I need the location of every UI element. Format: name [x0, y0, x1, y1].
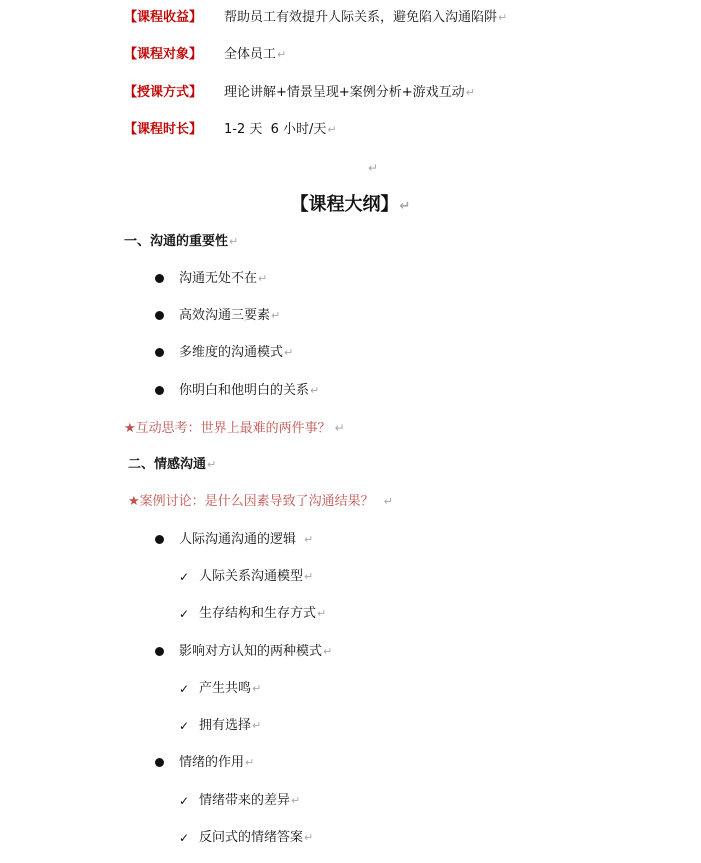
bullet-icon [155, 311, 164, 320]
check-icon: ✓ [179, 570, 190, 584]
paragraph-mark-icon: ↵ [284, 346, 294, 359]
paragraph-mark-icon: ↵ [291, 794, 301, 807]
paragraph-mark-icon: ↵ [310, 384, 320, 397]
check-icon: ✓ [179, 719, 190, 733]
check-icon: ✓ [179, 794, 190, 808]
paragraph-mark-icon: ↵ [317, 607, 327, 620]
bullet-icon [155, 274, 164, 283]
paragraph-mark-icon: ↵ [323, 645, 333, 658]
paragraph-mark-icon: ↵ [368, 161, 379, 175]
paragraph-mark-icon: ↵ [252, 682, 262, 695]
course-info-duration-row [124, 121, 624, 139]
interactive-thinking-note: ★互动思考：世界上最难的两件事？ ↵ [124, 421, 345, 436]
bullet-icon [155, 647, 164, 656]
paragraph-mark-icon: ↵ [465, 86, 475, 99]
paragraph-mark-icon: ↵ [304, 533, 314, 546]
paragraph-mark-icon: ↵ [252, 719, 262, 732]
outline-title: 【课程大纲】↵ [290, 194, 411, 215]
bullet-icon [155, 386, 164, 395]
course-info-label: 【课程时长】 [124, 122, 203, 137]
course-info-label: 【课程对象】 [124, 47, 203, 62]
course-info-value: 1-2 天 6 小时/天 [224, 122, 327, 137]
course-info-value: 帮助员工有效提升人际关系，避免陷入沟通陷阱 [224, 10, 498, 25]
course-info-benefit-row [124, 9, 624, 27]
paragraph-mark-icon: ↵ [399, 199, 411, 214]
paragraph-mark-icon: ↵ [334, 421, 345, 435]
paragraph-mark-icon: ↵ [277, 48, 287, 61]
course-info-label: 【课程收益】 [124, 10, 203, 25]
paragraph-mark-icon: ↵ [207, 458, 217, 471]
bullet-icon [155, 535, 164, 544]
paragraph-mark-icon: ↵ [383, 495, 393, 508]
paragraph-mark-icon: ↵ [304, 570, 314, 583]
check-icon: ✓ [179, 607, 190, 621]
paragraph-mark-icon: ↵ [327, 123, 337, 136]
course-info-label: 【授课方式】 [124, 85, 203, 100]
paragraph-mark-icon: ↵ [258, 272, 268, 285]
paragraph-mark-icon: ↵ [304, 831, 314, 844]
check-icon: ✓ [179, 831, 190, 845]
paragraph-mark-icon: ↵ [229, 235, 239, 248]
check-icon: ✓ [179, 682, 190, 696]
section-heading: 一、沟通的重要性↵ [124, 234, 239, 249]
course-info-method-row [124, 84, 624, 102]
paragraph-mark-icon: ↵ [245, 756, 255, 769]
empty-paragraph [367, 159, 378, 178]
paragraph-mark-icon: ↵ [498, 11, 508, 24]
case-discussion-note: ★案例讨论：是什么因素导致了沟通结果？ ↵ [128, 494, 393, 509]
course-info-value: 全体员工 [224, 47, 277, 62]
course-info-value: 理论讲解+情景呈现+案例分析+游戏互动 [224, 85, 465, 100]
section-heading: 二、情感沟通↵ [128, 457, 217, 472]
course-info-audience-row [124, 46, 624, 64]
paragraph-mark-icon: ↵ [271, 309, 281, 322]
bullet-icon [155, 758, 164, 767]
bullet-icon [155, 348, 164, 357]
